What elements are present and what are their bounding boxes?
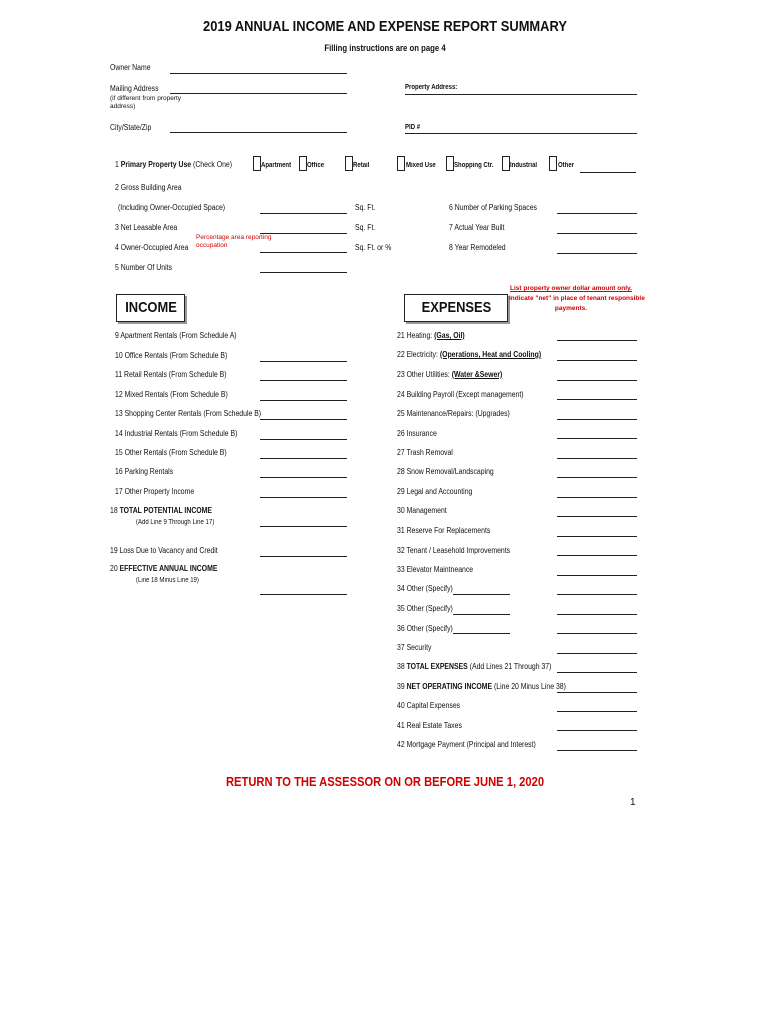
page-subtitle: Filling instructions are on page 4 [324, 43, 446, 53]
expense-field-34[interactable] [557, 594, 637, 595]
property-address-label: Property Address: [405, 84, 458, 91]
net-leasable-label: 3 Net Leasable Area [115, 223, 178, 232]
expense-field-37[interactable] [557, 653, 637, 654]
expense-line-32: 32 Tenant / Leasehold Improvements [397, 546, 511, 555]
including-owner-label: (Including Owner-Occupied Space) [118, 203, 226, 212]
expense-line-21: 21 Heating: (Gas, Oil) [397, 331, 465, 340]
mortgage-payment-label: 42 Mortgage Payment (Principal and Interest) [397, 740, 536, 749]
expense-field-28[interactable] [557, 477, 637, 478]
net-operating-income-label: 39 NET OPERATING INCOME (Line 20 Minus Line 38) [397, 682, 566, 691]
expense-field-30[interactable] [557, 516, 637, 517]
year-remodeled-label: 8 Year Remodeled [449, 243, 506, 252]
sqft-pct-label: Sq. Ft. or % [355, 243, 392, 252]
total-potential-income-note: (Add Line 9 Through Line 17) [136, 519, 215, 526]
income-field-15[interactable] [260, 458, 347, 459]
pid-label: PID # [405, 124, 421, 131]
city-state-zip-label: City/State/Zip [110, 123, 152, 132]
income-line-16: 16 Parking Rentals [115, 467, 174, 476]
checkbox-apartment[interactable] [253, 156, 261, 171]
effective-income-field[interactable] [260, 594, 347, 595]
expense-line-33: 33 Elevator Maintneance [397, 565, 474, 574]
mailing-address-note-1: (if different from property [110, 95, 182, 102]
other-use-field[interactable] [580, 172, 636, 173]
checkbox-office[interactable] [299, 156, 307, 171]
mailing-address-note-2: address) [110, 103, 136, 110]
expense-field-31[interactable] [557, 536, 637, 537]
expense-specify-35[interactable] [453, 614, 510, 615]
expense-field-25[interactable] [557, 419, 637, 420]
vacancy-loss-label: 19 Loss Due to Vacancy and Credit [110, 546, 218, 555]
income-field-10[interactable] [260, 361, 347, 362]
option-other-label: Other [558, 162, 575, 169]
checkbox-mixed-use[interactable] [397, 156, 405, 171]
income-line-14: 14 Industrial Rentals (From Schedule B) [115, 429, 238, 438]
option-mixed-use-label: Mixed Use [406, 162, 436, 169]
expense-line-26: 26 Insurance [397, 429, 437, 438]
income-line-13: 13 Shopping Center Rentals (From Schedule B) [115, 409, 262, 418]
checkbox-retail[interactable] [345, 156, 353, 171]
page-number: 1 [630, 797, 636, 808]
option-industrial-label: Industrial [510, 162, 538, 169]
capital-expenses-field[interactable] [557, 711, 637, 712]
expense-field-35[interactable] [557, 614, 637, 615]
pid-field[interactable] [405, 133, 637, 134]
expense-line-25: 25 Maintenance/Repairs: (Upgrades) [397, 409, 510, 418]
year-built-field[interactable] [557, 233, 637, 234]
expense-specify-34[interactable] [453, 594, 510, 595]
income-field-17[interactable] [260, 497, 347, 498]
expense-line-34: 34 Other (Specify) [397, 584, 453, 593]
expense-field-24[interactable] [557, 399, 637, 400]
income-line-12: 12 Mixed Rentals (From Schedule B) [115, 390, 228, 399]
units-label: 5 Number Of Units [115, 263, 172, 272]
expense-line-28: 28 Snow Removal/Landscaping [397, 467, 494, 476]
property-address-field[interactable] [405, 94, 637, 95]
option-retail-label: Retail [353, 162, 370, 169]
expense-field-22[interactable] [557, 360, 637, 361]
total-expenses-label: 38 TOTAL EXPENSES (Add Lines 21 Through 37) [397, 662, 552, 671]
gross-area-label: 2 Gross Building Area [115, 183, 182, 192]
income-line-15: 15 Other Rentals (From Schedule B) [115, 448, 227, 457]
city-state-zip-field[interactable] [170, 132, 347, 133]
effective-income-note: (Line 18 Minus Line 19) [136, 577, 199, 584]
expense-line-29: 29 Legal and Accounting [397, 487, 473, 496]
gross-area-field[interactable] [260, 213, 347, 214]
net-operating-income-field[interactable] [557, 692, 637, 693]
income-field-14[interactable] [260, 439, 347, 440]
net-leasable-field[interactable] [260, 233, 347, 234]
vacancy-loss-field[interactable] [260, 556, 347, 557]
year-built-label: 7 Actual Year Built [449, 223, 505, 232]
units-field[interactable] [260, 272, 347, 273]
income-line-9: 9 Apartment Rentals (From Schedule A) [115, 331, 237, 340]
real-estate-taxes-label: 41 Real Estate Taxes [397, 721, 462, 730]
expense-field-33[interactable] [557, 575, 637, 576]
capital-expenses-label: 40 Capital Expenses [397, 701, 461, 710]
expenses-heading: EXPENSES [404, 294, 508, 322]
total-expenses-field[interactable] [557, 672, 637, 673]
mailing-address-field[interactable] [170, 93, 347, 94]
mortgage-payment-field[interactable] [557, 750, 637, 751]
expense-field-36[interactable] [557, 633, 637, 634]
expense-line-35: 35 Other (Specify) [397, 604, 453, 613]
owner-occupied-label: 4 Owner-Occupied Area [115, 243, 189, 252]
total-potential-income-label: 18 TOTAL POTENTIAL INCOME [110, 506, 212, 515]
owner-occupied-field[interactable] [260, 252, 347, 253]
income-line-10: 10 Office Rentals (From Schedule B) [115, 351, 228, 360]
percentage-note-1: Percentage area reporting [196, 234, 272, 241]
expense-field-26[interactable] [557, 438, 637, 439]
expense-field-21[interactable] [557, 340, 637, 341]
expense-line-36: 36 Other (Specify) [397, 624, 453, 633]
sqft-label-2: Sq. Ft. [355, 223, 376, 232]
expense-field-32[interactable] [557, 555, 637, 556]
owner-name-field[interactable] [170, 73, 347, 74]
option-shopping-center-label: Shopping Ctr. [454, 162, 494, 169]
owner-name-label: Owner Name [110, 63, 151, 72]
real-estate-taxes-field[interactable] [557, 730, 637, 731]
expense-line-24: 24 Building Payroll (Except management) [397, 390, 524, 399]
percentage-note-2: occupation [196, 242, 228, 249]
expense-line-31: 31 Reserve For Replacements [397, 526, 491, 535]
expense-line-30: 30 Management [397, 506, 447, 515]
expense-field-29[interactable] [557, 497, 637, 498]
mailing-address-label: Mailing Address [110, 84, 159, 93]
income-field-12[interactable] [260, 400, 347, 401]
return-notice: RETURN TO THE ASSESSOR ON OR BEFORE JUNE 1, 2020 [225, 774, 545, 789]
expense-field-27[interactable] [557, 458, 637, 459]
expense-line-23: 23 Other Utilities: (Water &Sewer) [397, 370, 503, 379]
effective-income-label: 20 EFFECTIVE ANNUAL INCOME [110, 564, 218, 573]
checkbox-shopping-center[interactable] [446, 156, 454, 171]
parking-spaces-label: 6 Number of Parking Spaces [449, 203, 537, 212]
sqft-label-1: Sq. Ft. [355, 203, 376, 212]
income-line-11: 11 Retail Rentals (From Schedule B) [115, 370, 227, 379]
checkbox-industrial[interactable] [502, 156, 510, 171]
page-title: 2019 ANNUAL INCOME AND EXPENSE REPORT SUMMARY [203, 18, 567, 35]
income-field-11[interactable] [260, 380, 347, 381]
parking-spaces-field[interactable] [557, 213, 637, 214]
option-apartment-label: Apartment [261, 162, 292, 169]
income-field-13[interactable] [260, 419, 347, 420]
income-field-16[interactable] [260, 477, 347, 478]
income-line-17: 17 Other Property Income [115, 487, 195, 496]
expense-line-37: 37 Security [397, 643, 432, 652]
property-use-label: 1 Primary Property Use (Check One) [115, 160, 233, 169]
expenses-note: List property owner dollar amount only. Indicate "net" in place of tenant responsible payments. [509, 285, 645, 312]
option-office-label: Office [307, 162, 325, 169]
expense-field-23[interactable] [557, 380, 637, 381]
income-heading: INCOME [116, 294, 185, 322]
checkbox-other[interactable] [549, 156, 557, 171]
total-potential-income-field[interactable] [260, 526, 347, 527]
expense-line-27: 27 Trash Removal [397, 448, 453, 457]
expense-specify-36[interactable] [453, 633, 510, 634]
expense-line-22: 22 Electricity: (Operations, Heat and Cooling) [397, 350, 542, 359]
year-remodeled-field[interactable] [557, 253, 637, 254]
